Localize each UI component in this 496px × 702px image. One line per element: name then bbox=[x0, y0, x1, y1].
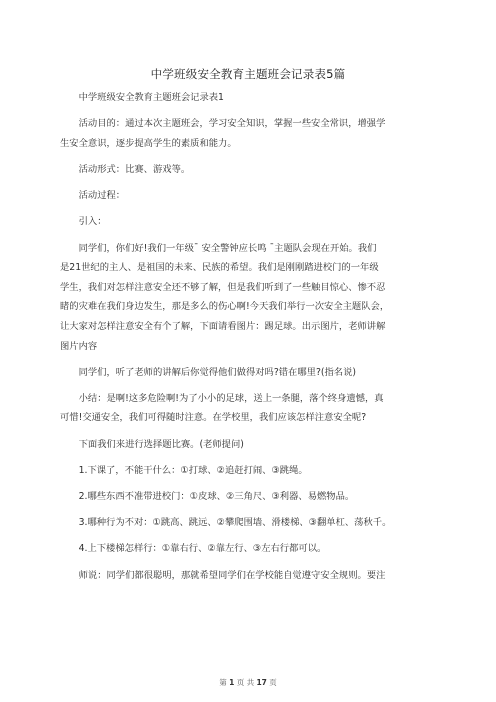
body-line: 同学们，听了老师的讲解后你觉得他们做得对吗?错在哪里?(指名说) bbox=[78, 366, 357, 378]
footer-middle: 页 共 bbox=[236, 678, 255, 687]
body-line: 活动形式：比赛、游戏等。 bbox=[78, 163, 191, 175]
body-line: 可惜!交通安全，我们可得随时注意。在学校里，我们应该怎样注意安全呢? bbox=[60, 412, 367, 424]
body-line: 活动过程： bbox=[78, 190, 126, 202]
page-footer bbox=[0, 677, 496, 688]
footer-suffix: 页 bbox=[269, 678, 277, 687]
quiz-item: 4.上下楼梯怎样行：①靠右行、②靠左行、③左右行都可以。 bbox=[78, 543, 327, 555]
section-heading: 中学班级安全教育主题班会记录表1 bbox=[78, 92, 224, 103]
body-line: 让大家对怎样注意安全有个了解，下面请看图片：踢足球。出示图片，老师讲解 bbox=[60, 320, 386, 332]
body-line: 睹的灾难在我们身边发生，那是多么的伤心啊!今天我们举行一次安全主题队会， bbox=[60, 301, 390, 313]
body-line: 学生，我们对怎样注意安全还不够了解，但是我们听到了一些触目惊心、惨不忍 bbox=[60, 281, 386, 293]
body-line: 是21世纪的主人、是祖国的未来、民族的希望。我们是刚刚踏进校门的一年级 bbox=[60, 262, 379, 274]
body-line: 同学们，你们好!我们一年级ˉ 安全警钟应长鸣 ˉ主题队会现在开始。我们 bbox=[78, 242, 377, 254]
footer-prefix: 第 bbox=[219, 678, 227, 687]
quiz-item: 1.下课了，不能干什么：①打球、②追赶打闹、③跳绳。 bbox=[78, 464, 308, 476]
body-line: 生安全意识，逐步提高学生的素质和能力。 bbox=[60, 137, 237, 149]
body-line: 小结：是啊!这多危险啊!为了小小的足球，送上一条腿，落个终身遗憾，真 bbox=[78, 392, 384, 404]
body-line: 下面我们来进行选择题比赛。(老师提问) bbox=[78, 438, 244, 450]
quiz-item: 3.哪种行为不对：①跳高、跳远、②攀爬围墙、滑楼梯、③翻单杠、荡秋千。 bbox=[78, 517, 392, 529]
body-line: 图片内容 bbox=[60, 340, 98, 352]
document-body bbox=[60, 88, 450, 585]
total-pages-number: 17 bbox=[256, 678, 267, 687]
body-line: 活动目的：通过本次主题班会，学习安全知识，掌握一些安全常识，增强学 bbox=[78, 118, 386, 130]
current-page-number: 1 bbox=[229, 678, 235, 687]
document-title: 中学班级安全教育主题班会记录表5篇 bbox=[150, 67, 346, 81]
body-line: 师说：同学们都很聪明，那就希望同学们在学校能自觉遵守安全规则。要注 bbox=[78, 569, 386, 581]
quiz-item: 2.哪些东西不准带进校门：①皮球、②三角尺、③利器、易燃物品。 bbox=[78, 491, 355, 503]
body-line: 引入： bbox=[78, 216, 107, 228]
